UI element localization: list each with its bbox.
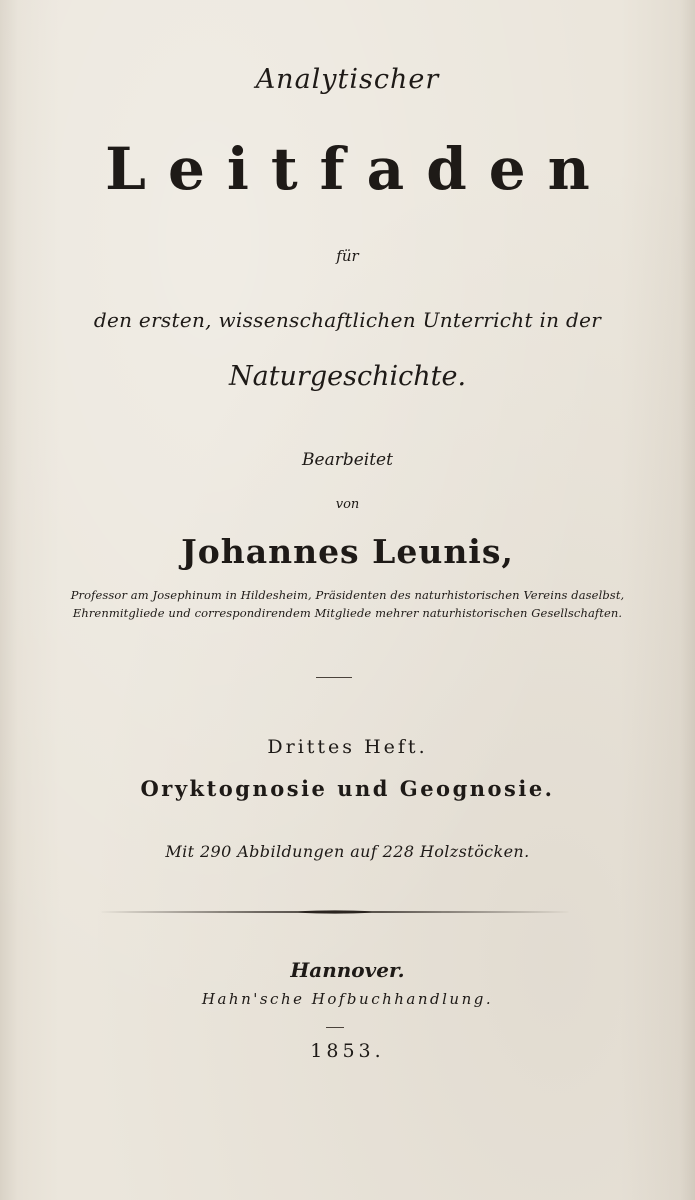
title-line-naturgeschichte: Naturgeschichte. xyxy=(228,361,467,392)
bearbeitet-text: Bearbeitet xyxy=(302,450,393,470)
part-heading: Drittes Heft. xyxy=(267,736,428,758)
publisher-name: Hahn'sche Hofbuchhandlung. xyxy=(201,990,494,1008)
von-text: von xyxy=(335,497,360,512)
divider-short-bottom xyxy=(326,1027,344,1028)
author-name: Johannes Leunis, xyxy=(181,532,514,571)
ornamental-divider xyxy=(98,908,572,916)
title-line-analytischer: Analytischer xyxy=(255,64,440,95)
publication-place: Hannover. xyxy=(290,958,405,982)
author-description-line-2: Ehrenmitgliede und correspondirendem Mitgliede mehrer naturhistorischen Gesellschaften. xyxy=(72,606,623,620)
title-line-leitfaden: Leitfaden xyxy=(105,135,612,203)
subject-heading: Oryktognosie und Geognosie. xyxy=(140,776,555,801)
illustrations-note: Mit 290 Abbildungen auf 228 Holzstöcken. xyxy=(165,842,530,861)
title-line-unterricht: den ersten, wissenschaftlichen Unterricht in der xyxy=(93,308,602,332)
divider-short-top xyxy=(316,677,352,678)
title-line-fuer: für xyxy=(336,247,359,265)
publication-year: 1853. xyxy=(310,1040,385,1062)
author-description-line-1: Professor am Josephinum in Hildesheim, Präsidenten des naturhistorischen Vereins daselbst, xyxy=(70,588,625,602)
